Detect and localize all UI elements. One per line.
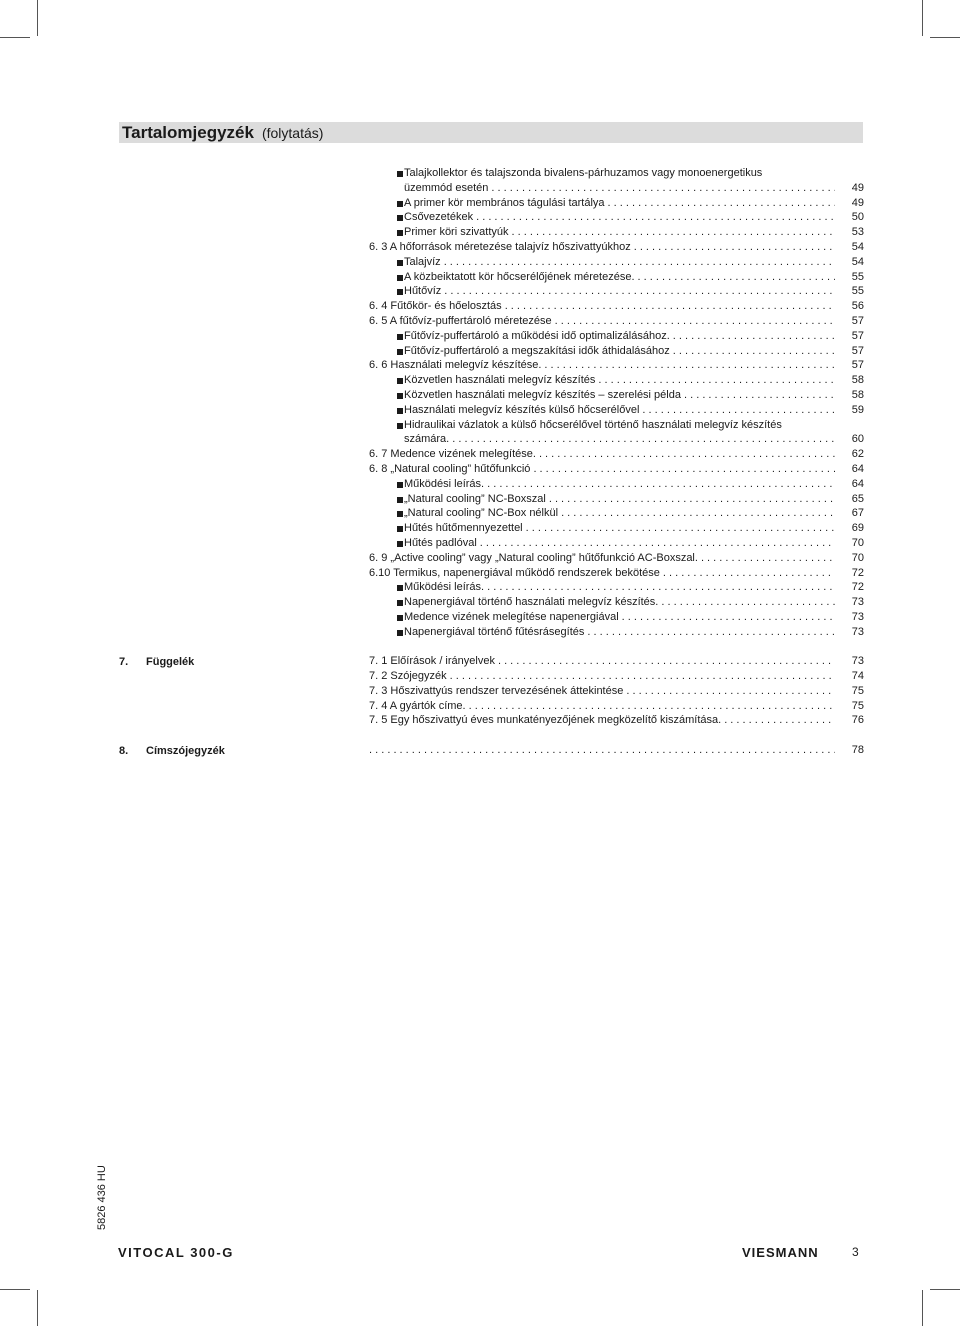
bullet-icon xyxy=(397,600,403,606)
bullet-icon xyxy=(397,541,403,547)
toc-entry-label: Közvetlen használati melegvíz készítés xyxy=(404,374,596,387)
toc-entry-label: 6. 6 Használati melegvíz készítése. xyxy=(369,359,542,372)
bullet-icon xyxy=(397,275,403,281)
toc-entry[interactable] xyxy=(369,240,864,255)
chapter-title: Címszójegyzék xyxy=(146,745,225,757)
leader-dots xyxy=(622,610,835,625)
leader-dots xyxy=(487,477,835,492)
leader-dots xyxy=(701,551,835,566)
toc-entry[interactable] xyxy=(369,210,864,225)
leader-dots xyxy=(642,403,835,418)
bullet-icon xyxy=(397,378,403,384)
leader-dots xyxy=(555,314,835,329)
bullet-icon xyxy=(397,585,403,591)
toc-page-number: 55 xyxy=(851,285,864,298)
leader-dots xyxy=(608,196,835,211)
bullet-icon xyxy=(397,497,403,503)
toc-entry[interactable] xyxy=(369,373,864,388)
bullet-icon xyxy=(397,482,403,488)
leader-dots xyxy=(469,699,835,714)
leader-dots xyxy=(476,210,835,225)
leader-dots xyxy=(544,358,835,373)
toc-entry-label: Fűtővíz-puffertároló a működési idő optimalizálásához. xyxy=(404,329,670,342)
toc-entry-label: Talajkollektor és talajszonda bivalens-párhuzamos vagy monoenergetikus xyxy=(404,167,763,179)
bullet-icon xyxy=(397,526,403,532)
toc-entry[interactable] xyxy=(369,403,864,418)
toc-entry-label: Primer köri szivattyúk xyxy=(404,226,509,239)
toc-entry-label: A primer kör membrános tágulási tartálya xyxy=(404,196,605,209)
toc-entry[interactable] xyxy=(369,595,864,610)
leader-dots xyxy=(498,654,835,669)
toc-page-number: 73 xyxy=(851,596,864,609)
leader-dots xyxy=(539,447,835,462)
leader-dots xyxy=(626,684,835,699)
leader-dots xyxy=(505,299,835,314)
leader-dots xyxy=(549,492,835,507)
toc-entry-label: Hidraulikai vázlatok a külső hőcserélővel történő használati melegvíz készítés xyxy=(404,418,782,431)
toc-page-number: 76 xyxy=(851,714,864,727)
toc-entry-label: Medence vizének melegítése napenergiával xyxy=(404,610,619,623)
toc-page-number: 49 xyxy=(851,181,864,194)
toc-entry-label: Hűtővíz xyxy=(404,285,442,298)
toc-entry[interactable] xyxy=(369,299,864,314)
chapter-number: 8. xyxy=(119,745,129,757)
toc-page-number: 70 xyxy=(851,551,864,564)
toc-entry[interactable] xyxy=(369,418,864,433)
leader-dots xyxy=(587,625,835,640)
toc-entry[interactable] xyxy=(369,270,864,285)
toc-entry-label: 6. 7 Medence vizének melegítése. xyxy=(369,448,536,461)
toc-entry[interactable] xyxy=(369,654,864,669)
leader-dots xyxy=(480,536,835,551)
toc-page-number: 65 xyxy=(851,492,864,505)
toc-entry-label: Napenergiával történő használati melegvíz készítés. xyxy=(404,596,659,609)
toc-entry-label: Közvetlen használati melegvíz készítés – szerelési példa xyxy=(404,388,681,401)
toc-page-number: 59 xyxy=(851,403,864,416)
crop-mark xyxy=(930,1289,960,1290)
toc-entry[interactable] xyxy=(369,566,864,581)
toc-entry[interactable] xyxy=(369,477,864,492)
leader-dots xyxy=(561,506,835,521)
toc-page-number: 50 xyxy=(851,211,864,224)
bullet-icon xyxy=(397,615,403,621)
toc-page-number: 49 xyxy=(851,196,864,209)
toc-entry-label: 7. 2 Szójegyzék xyxy=(369,670,447,683)
toc-entry[interactable] xyxy=(369,388,864,403)
leader-dots xyxy=(452,432,835,447)
toc-entry[interactable] xyxy=(369,225,864,240)
leader-dots xyxy=(673,329,835,344)
crop-mark xyxy=(930,37,960,38)
toc-entry[interactable] xyxy=(369,358,864,373)
toc-page-number: 75 xyxy=(851,699,864,712)
toc-entry[interactable] xyxy=(369,196,864,211)
leader-dots xyxy=(673,344,835,359)
leader-dots xyxy=(512,225,835,240)
crop-mark xyxy=(922,1290,923,1326)
toc-entry[interactable] xyxy=(369,492,864,507)
toc-entry-label: számára. xyxy=(404,433,450,446)
toc-entry-label: Csővezetékek xyxy=(404,211,474,224)
toc-entry-label: 6. 5 A fűtővíz-puffertároló méretezése xyxy=(369,314,552,327)
toc-entry[interactable] xyxy=(369,344,864,359)
product-name: VITOCAL 300-G xyxy=(118,1245,234,1260)
document-code: 5826 436 HU xyxy=(96,1165,108,1230)
bullet-icon xyxy=(397,423,403,429)
crop-mark xyxy=(37,1290,38,1326)
page-subtitle: (folytatás) xyxy=(261,125,324,141)
toc-entry[interactable] xyxy=(369,713,864,728)
brand-logo: VIESMANN xyxy=(742,1245,819,1260)
toc-page-number: 70 xyxy=(851,536,864,549)
toc-entry-label: „Natural cooling” NC-Box nélkül xyxy=(404,507,559,520)
toc-page-number: 73 xyxy=(851,625,864,638)
toc-entry[interactable] xyxy=(369,284,864,299)
toc-page-number: 57 xyxy=(851,314,864,327)
toc-entry[interactable] xyxy=(369,669,864,684)
toc-page-number: 64 xyxy=(851,462,864,475)
toc-entry-label: „Natural cooling” NC-Boxszal xyxy=(404,492,546,505)
toc-entry-label: 7. 5 Egy hőszivattyú éves munkatényezőjének megközelítő kiszámítása. xyxy=(369,714,722,727)
leader-dots xyxy=(369,743,835,758)
toc-entry-label: Használati melegvíz készítés külső hőcserélővel xyxy=(404,403,640,416)
bullet-icon xyxy=(397,334,403,340)
toc-entry-label: üzemmód esetén xyxy=(404,181,489,194)
leader-dots xyxy=(444,255,835,270)
toc-page-number: 62 xyxy=(851,448,864,461)
page-title: Tartalomjegyzék xyxy=(122,123,254,142)
toc-entry[interactable] xyxy=(369,625,864,640)
toc-page-number: 53 xyxy=(851,226,864,239)
toc-entry-continuation[interactable] xyxy=(369,181,864,196)
toc-page-number: 73 xyxy=(851,655,864,668)
crop-mark xyxy=(0,37,30,38)
leader-dots xyxy=(638,270,835,285)
toc-page-number: 74 xyxy=(851,670,864,683)
leader-dots xyxy=(724,713,835,728)
toc-page-number: 57 xyxy=(851,344,864,357)
toc-entry-index[interactable] xyxy=(369,743,864,758)
toc-page-number: 75 xyxy=(851,684,864,697)
toc-entry-continuation[interactable] xyxy=(369,432,864,447)
toc-page-number: 54 xyxy=(851,255,864,268)
toc-entry-label: 6.10 Termikus, napenergiával működő rendszerek bekötése xyxy=(369,566,660,579)
bullet-icon xyxy=(397,393,403,399)
toc-entry-label: 7. 3 Hőszivattyús rendszer tervezésének áttekintése xyxy=(369,684,624,697)
toc-entry-label: 6. 9 „Active cooling” vagy „Natural cooling” hűtőfunkció AC-Boxszal. xyxy=(369,551,698,564)
toc-entry[interactable] xyxy=(369,699,864,714)
crop-mark xyxy=(922,0,923,36)
bullet-icon xyxy=(397,630,403,636)
toc-page-number: 72 xyxy=(851,581,864,594)
crop-mark xyxy=(0,1289,30,1290)
toc-entry-label: Hűtés padlóval xyxy=(404,536,477,549)
leader-dots xyxy=(526,521,835,536)
leader-dots xyxy=(684,388,835,403)
toc-page-number: 64 xyxy=(851,477,864,490)
chapter-8-heading[interactable] xyxy=(119,744,225,759)
toc-entry[interactable] xyxy=(369,314,864,329)
toc-entry-label: Működési leírás. xyxy=(404,581,485,594)
toc-page-number: 72 xyxy=(851,566,864,579)
toc-page-number: 58 xyxy=(851,374,864,387)
toc-entry[interactable] xyxy=(369,329,864,344)
toc-page-number: 54 xyxy=(851,240,864,253)
crop-mark xyxy=(37,0,38,36)
leader-dots xyxy=(487,580,835,595)
leader-dots xyxy=(663,566,835,581)
toc-page-number: 57 xyxy=(851,359,864,372)
toc-entry-label: 7. 4 A gyártók címe. xyxy=(369,699,466,712)
leader-dots xyxy=(444,284,835,299)
leader-dots xyxy=(491,181,835,196)
leader-dots xyxy=(533,462,835,477)
toc-page-number: 78 xyxy=(851,744,864,757)
page-title-bar xyxy=(119,122,863,143)
toc-entry[interactable] xyxy=(369,506,864,521)
bullet-icon xyxy=(397,230,403,236)
chapter-number: 7. xyxy=(119,656,129,668)
toc-page-number: 56 xyxy=(851,300,864,313)
bullet-icon xyxy=(397,171,403,177)
bullet-icon xyxy=(397,289,403,295)
toc-page-number: 55 xyxy=(851,270,864,283)
chapter-7-heading[interactable] xyxy=(119,655,194,670)
bullet-icon xyxy=(397,201,403,207)
toc-page-number: 57 xyxy=(851,329,864,342)
bullet-icon xyxy=(397,260,403,266)
leader-dots xyxy=(450,669,835,684)
toc-entry-label: 6. 8 „Natural cooling” hűtőfunkció xyxy=(369,462,531,475)
chapter-title: Függelék xyxy=(146,656,195,668)
toc-entry-label: Működési leírás. xyxy=(404,477,485,490)
toc-page-number: 73 xyxy=(851,610,864,623)
toc-entry[interactable] xyxy=(369,521,864,536)
toc-entry[interactable] xyxy=(369,255,864,270)
table-of-contents xyxy=(369,166,864,758)
toc-entry-label: Talajvíz xyxy=(404,255,441,268)
toc-entry-label: 7. 1 Előírások / irányelvek xyxy=(369,655,495,668)
toc-page-number: 60 xyxy=(851,433,864,446)
page-number: 3 xyxy=(852,1245,859,1259)
leader-dots xyxy=(598,373,835,388)
toc-page-number: 69 xyxy=(851,522,864,535)
toc-entry[interactable] xyxy=(369,610,864,625)
toc-entry[interactable] xyxy=(369,580,864,595)
toc-entry-label: A közbeiktatott kör hőcserélőjének méretezése. xyxy=(404,270,635,283)
toc-entry[interactable] xyxy=(369,551,864,566)
toc-page-number: 58 xyxy=(851,388,864,401)
bullet-icon xyxy=(397,408,403,414)
toc-entry-label: 6. 4 Fűtőkör- és hőelosztás xyxy=(369,300,502,313)
bullet-icon xyxy=(397,349,403,355)
toc-entry[interactable] xyxy=(369,462,864,477)
bullet-icon xyxy=(397,511,403,517)
toc-entry-label: Napenergiával történő fűtésrásegítés xyxy=(404,625,585,638)
toc-entry[interactable] xyxy=(369,684,864,699)
toc-entry-label: Hűtés hűtőmennyezettel xyxy=(404,522,523,535)
toc-entry-label: 6. 3 A hőforrások méretezése talajvíz hőszivattyúkhoz xyxy=(369,240,631,253)
leader-dots xyxy=(661,595,835,610)
toc-entry-label: Fűtővíz-puffertároló a megszakítási idők áthidalásához xyxy=(404,344,670,357)
bullet-icon xyxy=(397,215,403,221)
toc-entry[interactable] xyxy=(369,536,864,551)
toc-page-number: 67 xyxy=(851,507,864,520)
toc-entry[interactable] xyxy=(369,166,864,181)
leader-dots xyxy=(634,240,835,255)
toc-entry[interactable] xyxy=(369,447,864,462)
